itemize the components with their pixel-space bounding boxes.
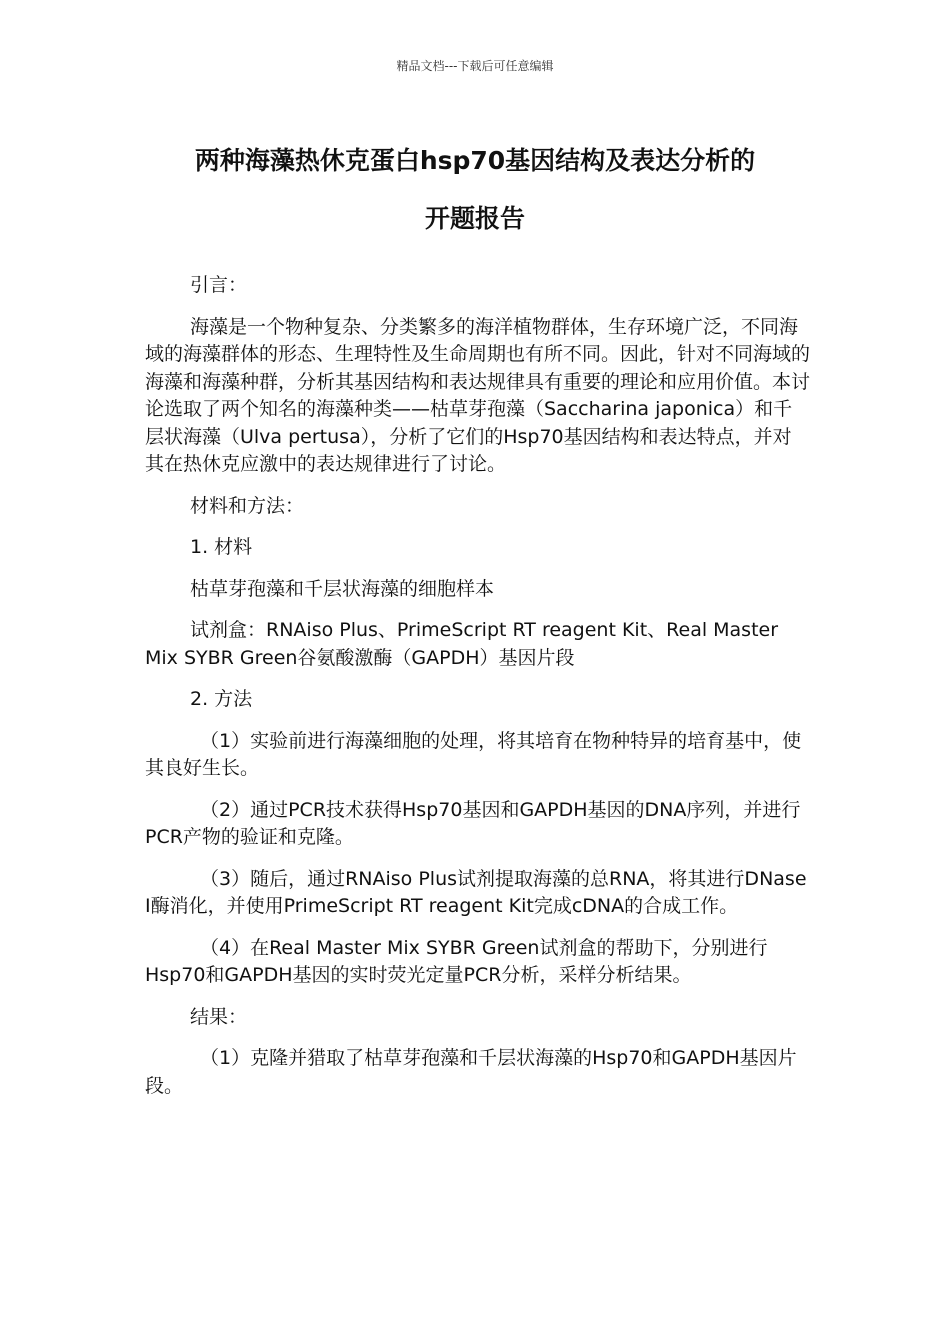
- document-body: [145, 272, 810, 1114]
- results-heading: 结果：: [190, 1005, 248, 1028]
- method-heading: 2. 方法: [190, 688, 253, 710]
- intro-paragraph: 海藻是一个物种复杂、分类繁多的海洋植物群体，生存环境广泛，不同海域的海藻群体的形态、生理特性及生命周期也有所不同。因此，针对不同海域的海藻和海藻种群，分析其基因结构和表达规律具有重要的理论和应用价值。本讨论选取了两个知名的海藻种类——枯草芽孢藻（Saccharina japonica）和千层状海藻（Ulva pertusa），分析了它们的Hsp70基因结构和表达特点，并对其在热休克应激中的表达规律进行了讨论。: [145, 315, 811, 475]
- document-title: [110, 132, 840, 248]
- materials-heading: 1. 材料: [190, 536, 253, 558]
- method-step: （3）随后，通过RNAiso Plus试剂提取海藻的总RNA，将其进行DNase I酶消化，并使用PrimeScript RT reagent Kit完成cDNA的合成工作。: [145, 867, 807, 917]
- results-item: （1）克隆并猎取了枯草芽孢藻和千层状海藻的Hsp70和GAPDH基因片段。: [145, 1047, 797, 1097]
- method-step: （4）在Real Master Mix SYBR Green试剂盒的帮助下，分别进行Hsp70和GAPDH基因的实时荧光定量PCR分析，采样分析结果。: [145, 936, 768, 986]
- materials-kits: 试剂盒：RNAiso Plus、PrimeScript RT reagent Kit、Real Master Mix SYBR Green谷氨酸激酶（GAPDH）基因片段: [145, 619, 779, 669]
- page-header-note: 精品文档---下载后可任意编辑: [396, 59, 554, 73]
- method-step: （2）通过PCR技术获得Hsp70基因和GAPDH基因的DNA序列，并进行PCR产物的验证和克隆。: [145, 798, 801, 848]
- title-line-2: 开题报告: [424, 204, 525, 233]
- methods-heading: 材料和方法：: [190, 494, 305, 517]
- method-step: （1）实验前进行海藻细胞的处理，将其培育在物种特异的培育基中，使其良好生长。: [145, 729, 802, 779]
- title-line-1: 两种海藻热休克蛋白hsp70基因结构及表达分析的: [194, 146, 756, 175]
- materials-sample: 枯草芽孢藻和千层状海藻的细胞样本: [190, 577, 495, 600]
- intro-heading: 引言：: [190, 274, 248, 296]
